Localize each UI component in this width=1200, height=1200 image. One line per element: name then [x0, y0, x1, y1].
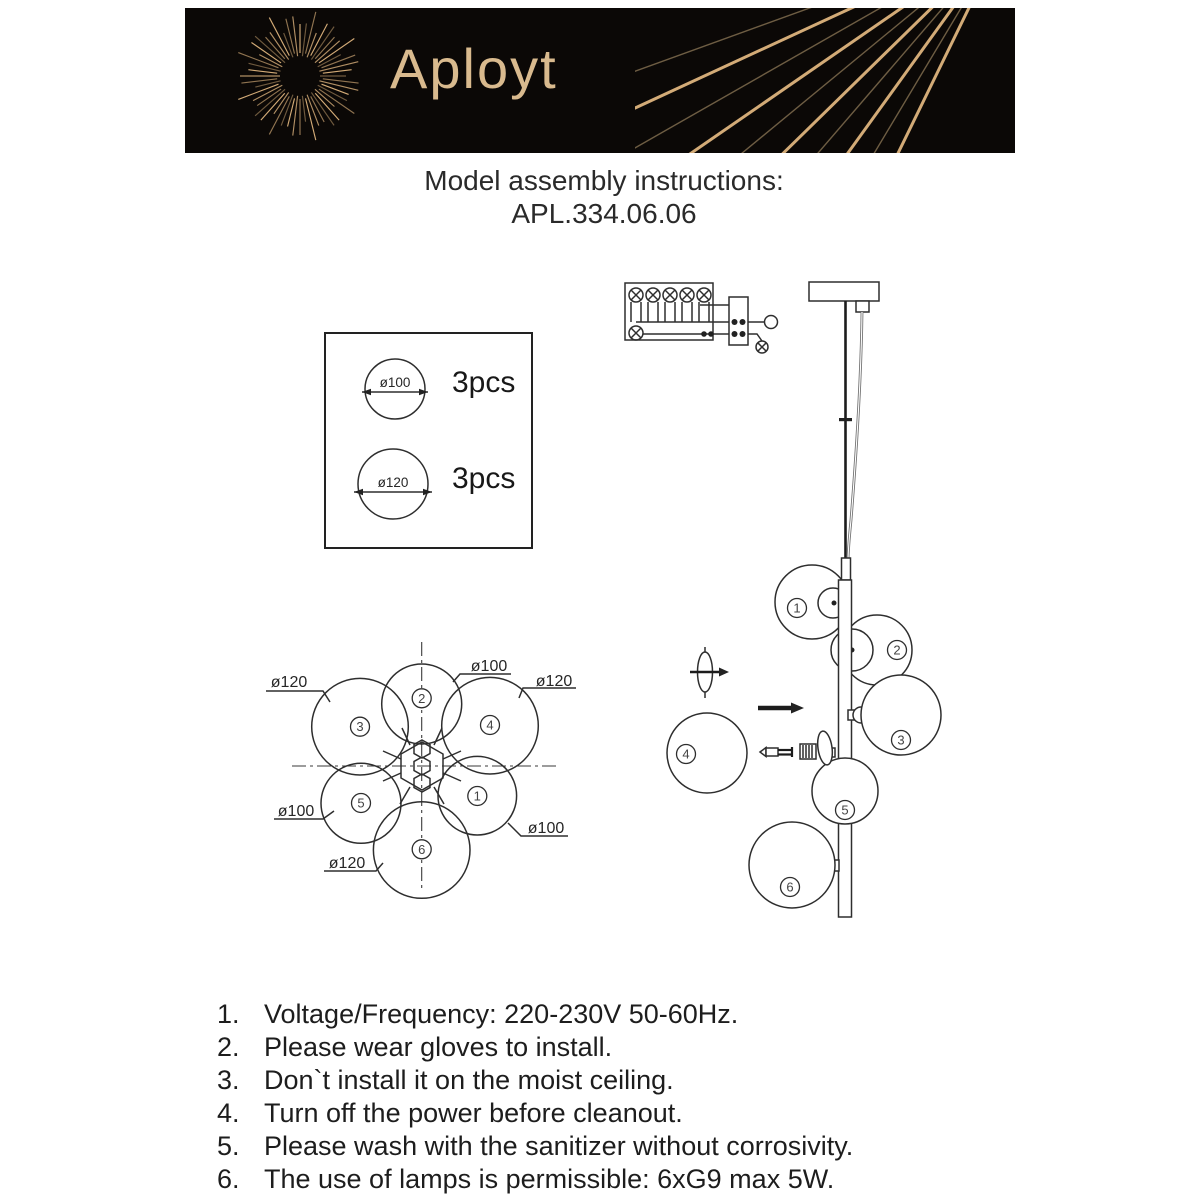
globe-badge-2 — [888, 641, 907, 660]
part-diameter-label: ø100 — [379, 375, 411, 390]
item-text: Voltage/Frequency: 220-230V 50-60Hz. — [264, 999, 739, 1029]
svg-text:1: 1 — [473, 788, 481, 804]
globe-badge-3 — [351, 717, 370, 736]
svg-text:6: 6 — [786, 879, 794, 895]
rod-connector — [842, 558, 851, 580]
ground-lamp-symbol — [756, 341, 768, 353]
svg-text:6: 6 — [418, 841, 426, 857]
item-number: 3. — [217, 1065, 240, 1095]
part-globe-100 — [362, 359, 428, 419]
list-item — [215, 1163, 1055, 1196]
part-qty-label: 3pcs — [452, 462, 516, 495]
svg-text:2: 2 — [418, 690, 426, 706]
starburst-logo-icon — [230, 8, 370, 146]
globe-badge-6 — [412, 840, 431, 859]
globe-badge-2 — [412, 689, 431, 708]
part-qty-label: 3pcs — [452, 366, 516, 399]
ceiling-canopy — [809, 282, 879, 301]
lamp-holders — [631, 302, 709, 322]
part-diameter-label: ø120 — [377, 475, 409, 490]
globe-badge-5 — [352, 794, 371, 813]
svg-text:3: 3 — [897, 732, 905, 748]
svg-text:1: 1 — [793, 600, 801, 616]
list-item — [215, 1031, 1055, 1064]
item-text: Don`t install it on the moist ceiling. — [264, 1065, 674, 1095]
list-item — [215, 1130, 1055, 1163]
top-view-diagram — [250, 635, 580, 905]
item-number: 1. — [217, 999, 240, 1029]
part-globe-120 — [354, 449, 432, 519]
globe-badge-4 — [677, 745, 696, 764]
cable-clamp — [839, 418, 852, 421]
page-title: Model assembly instructions: — [424, 165, 784, 196]
svg-text:3: 3 — [356, 719, 364, 735]
item-text: The use of lamps is permissible: 6xG9 max 5W. — [264, 1164, 835, 1194]
globe-badge-1 — [788, 599, 807, 618]
globe-badge-3 — [892, 731, 911, 750]
parts-legend-box — [324, 332, 533, 549]
neutral-symbol — [765, 316, 778, 329]
assembly-arrow-icon — [758, 703, 804, 714]
svg-text:5: 5 — [357, 795, 365, 811]
globe-badge-5 — [836, 801, 855, 820]
item-number: 2. — [217, 1032, 240, 1062]
globe-badge-1 — [468, 787, 487, 806]
dim-label-100-left — [274, 803, 334, 820]
list-item — [215, 1064, 1055, 1097]
svg-text:ø100: ø100 — [277, 803, 315, 820]
svg-text:2: 2 — [893, 642, 901, 658]
item-text: Please wash with the sanitizer without corrosivity. — [264, 1131, 854, 1161]
ceiling-mount — [809, 282, 879, 562]
svg-text:ø120: ø120 — [328, 855, 366, 872]
cable-gland — [856, 301, 869, 312]
g9-bulb-icon — [690, 647, 729, 698]
brand-banner — [185, 8, 1015, 153]
list-item — [215, 998, 1055, 1031]
svg-text:4: 4 — [682, 746, 690, 762]
title-block — [304, 164, 904, 230]
dim-label-100-right — [508, 820, 568, 837]
svg-text:ø120: ø120 — [535, 673, 573, 690]
svg-text:ø100: ø100 — [527, 820, 565, 837]
item-text: Please wear gloves to install. — [264, 1032, 613, 1062]
instructions-list — [215, 998, 1055, 1196]
svg-text:ø120: ø120 — [270, 674, 308, 691]
item-text: Turn off the power before cleanout. — [264, 1098, 683, 1128]
svg-text:ø100: ø100 — [470, 658, 508, 675]
item-number: 6. — [217, 1164, 240, 1194]
globe-badge-6 — [781, 878, 800, 897]
mounting-disc — [816, 730, 835, 766]
model-number: APL.334.06.06 — [511, 198, 697, 229]
svg-text:5: 5 — [841, 802, 849, 818]
g9-bulb-horizontal-icon — [760, 747, 792, 757]
svg-text:4: 4 — [486, 717, 494, 733]
rays-decoration-icon — [635, 8, 1015, 153]
side-view-diagram — [615, 270, 1020, 930]
item-number: 5. — [217, 1131, 240, 1161]
wires — [636, 305, 734, 334]
item-number: 4. — [217, 1098, 240, 1128]
wiring-diagram — [625, 283, 778, 353]
rod-tube — [839, 580, 852, 917]
list-item — [215, 1097, 1055, 1130]
brand-name: Aployt — [390, 37, 558, 100]
lamp-socket-icon — [800, 744, 816, 759]
globe-badge-4 — [481, 716, 500, 735]
